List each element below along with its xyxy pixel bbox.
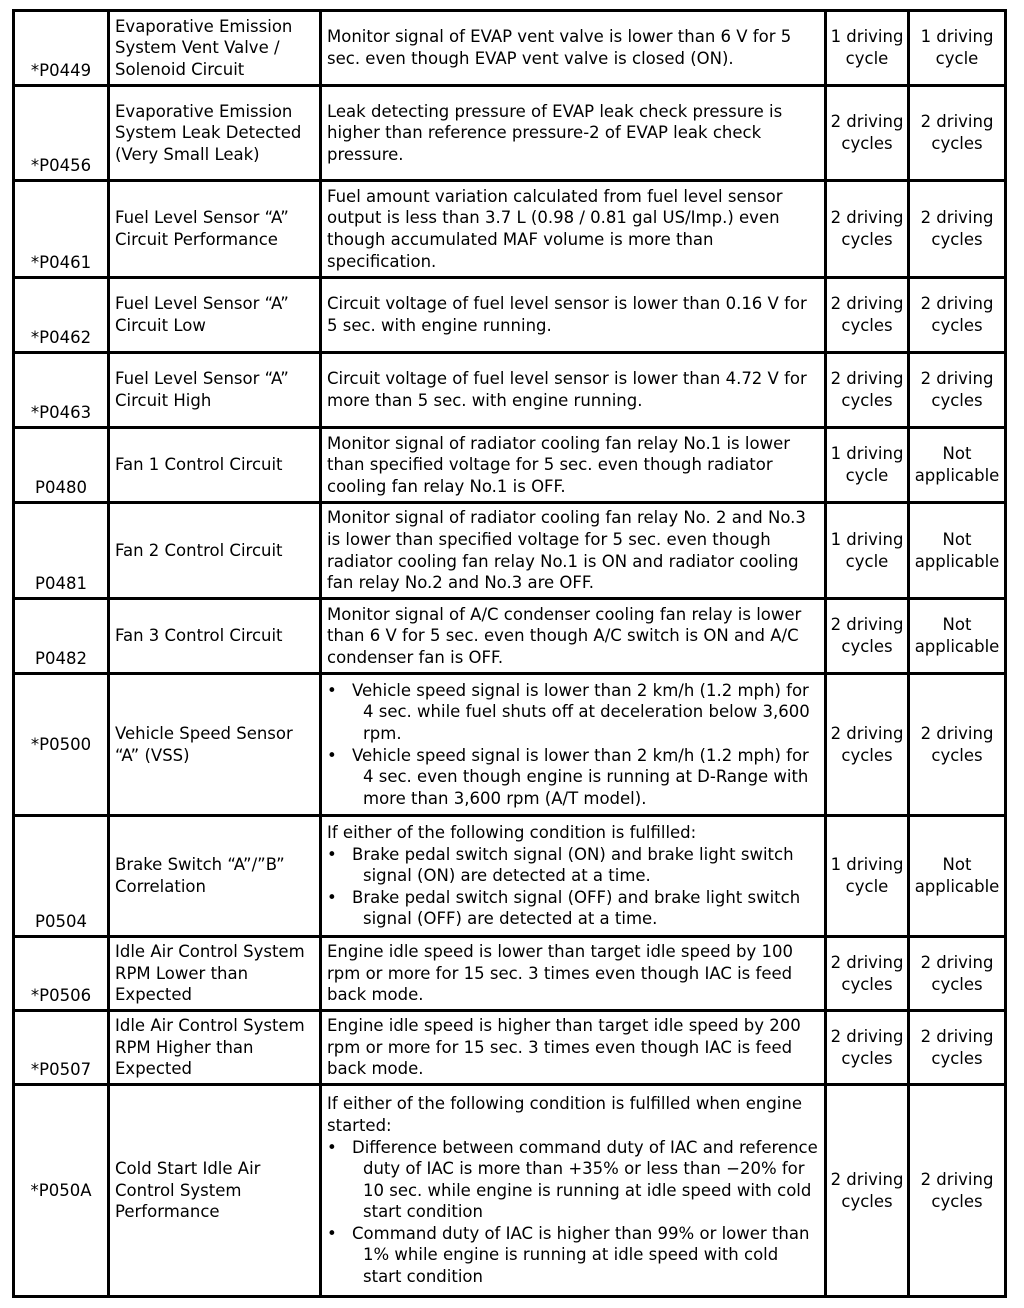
detecting-condition (321, 1085, 826, 1297)
dtc-code: *P050A (14, 1085, 109, 1297)
detecting-condition (321, 1011, 826, 1085)
dtc-table-body (14, 11, 1006, 1297)
mil-driving-cycles: 2 driving cycles (826, 353, 909, 428)
mil-driving-cycles: 1 driving cycle (826, 503, 909, 599)
mil-driving-cycles: 2 driving cycles (826, 181, 909, 278)
condition-list (327, 844, 819, 930)
table-row (14, 816, 1006, 937)
table-row (14, 11, 1006, 86)
dtc-table (12, 9, 1007, 1298)
detecting-condition (321, 816, 826, 937)
table-row (14, 1085, 1006, 1297)
mil-driving-cycles: 2 driving cycles (826, 1011, 909, 1085)
condition-list-item: • Vehicle speed signal is lower than 2 km/h (1.2 mph) for 4 sec. even though engine is running at D-Range with more than 3,600 rpm (A/T model). (327, 745, 819, 810)
detecting-condition (321, 181, 826, 278)
mil-driving-cycles: 2 driving cycles (826, 86, 909, 181)
dtc-description: Fuel Level Sensor “A” Circuit High (109, 353, 321, 428)
dtc-clear-cycles: Not applicable (909, 816, 1006, 937)
dtc-description: Fuel Level Sensor “A” Circuit Performance (109, 181, 321, 278)
dtc-clear-cycles: Not applicable (909, 428, 1006, 503)
detecting-condition (321, 86, 826, 181)
dtc-clear-cycles: 2 driving cycles (909, 353, 1006, 428)
dtc-description: Cold Start Idle Air Control System Performance (109, 1085, 321, 1297)
condition-text: If either of the following condition is fulfilled: (327, 823, 697, 843)
table-row (14, 181, 1006, 278)
detecting-condition (321, 503, 826, 599)
table-row (14, 599, 1006, 674)
detecting-condition (321, 599, 826, 674)
condition-text: Engine idle speed is lower than target idle speed by 100 rpm or more for 15 sec. 3 times even though IAC is feed back mode. (327, 942, 793, 1005)
dtc-clear-cycles: 2 driving cycles (909, 1085, 1006, 1297)
mil-driving-cycles: 1 driving cycle (826, 816, 909, 937)
dtc-clear-cycles: 2 driving cycles (909, 181, 1006, 278)
condition-list-item: • Difference between command duty of IAC and reference duty of IAC is more than +35% or less than −20% for 10 sec. while engine is running at idle speed with cold start condition (327, 1137, 819, 1223)
dtc-code: *P0456 (14, 86, 109, 181)
condition-list (327, 1137, 819, 1288)
table-row (14, 937, 1006, 1011)
dtc-description: Fan 3 Control Circuit (109, 599, 321, 674)
condition-text: Monitor signal of radiator cooling fan relay No. 2 and No.3 is lower than specified voltage for 5 sec. even though radiator cooling fan relay No.1 is ON and radiator cooling fan relay No.2 and No.3 are OFF. (327, 508, 806, 593)
dtc-clear-cycles: 2 driving cycles (909, 937, 1006, 1011)
detecting-condition (321, 278, 826, 353)
dtc-code: *P0506 (14, 937, 109, 1011)
dtc-code: P0480 (14, 428, 109, 503)
condition-text: If either of the following condition is fulfilled when engine started: (327, 1094, 802, 1135)
dtc-clear-cycles: 2 driving cycles (909, 1011, 1006, 1085)
dtc-description: Fan 1 Control Circuit (109, 428, 321, 503)
dtc-description: Evaporative Emission System Leak Detected (Very Small Leak) (109, 86, 321, 181)
condition-list-item: • Vehicle speed signal is lower than 2 km/h (1.2 mph) for 4 sec. while fuel shuts off at deceleration below 3,600 rpm. (327, 680, 819, 745)
detecting-condition (321, 11, 826, 86)
table-row (14, 1011, 1006, 1085)
condition-text: Engine idle speed is higher than target idle speed by 200 rpm or more for 15 sec. 3 times even though IAC is feed back mode. (327, 1016, 801, 1079)
dtc-clear-cycles: 2 driving cycles (909, 278, 1006, 353)
dtc-description: Fan 2 Control Circuit (109, 503, 321, 599)
condition-text: Monitor signal of EVAP vent valve is lower than 6 V for 5 sec. even though EVAP vent valve is closed (ON). (327, 27, 792, 68)
dtc-code: P0481 (14, 503, 109, 599)
mil-driving-cycles: 2 driving cycles (826, 674, 909, 816)
dtc-clear-cycles: 1 driving cycle (909, 11, 1006, 86)
detecting-condition (321, 674, 826, 816)
dtc-code: *P0461 (14, 181, 109, 278)
dtc-code: *P0507 (14, 1011, 109, 1085)
detecting-condition (321, 353, 826, 428)
mil-driving-cycles: 2 driving cycles (826, 937, 909, 1011)
dtc-clear-cycles: 2 driving cycles (909, 86, 1006, 181)
condition-text: Monitor signal of radiator cooling fan relay No.1 is lower than specified voltage for 5 sec. even though radiator cooling fan relay No.1 is OFF. (327, 433, 790, 496)
dtc-description: Idle Air Control System RPM Lower than Expected (109, 937, 321, 1011)
dtc-description: Vehicle Speed Sensor “A” (VSS) (109, 674, 321, 816)
table-row (14, 503, 1006, 599)
dtc-description: Brake Switch “A”/”B” Correlation (109, 816, 321, 937)
dtc-description: Fuel Level Sensor “A” Circuit Low (109, 278, 321, 353)
dtc-clear-cycles: Not applicable (909, 599, 1006, 674)
mil-driving-cycles: 2 driving cycles (826, 1085, 909, 1297)
table-row (14, 353, 1006, 428)
dtc-code: *P0462 (14, 278, 109, 353)
mil-driving-cycles: 2 driving cycles (826, 599, 909, 674)
table-row (14, 674, 1006, 816)
condition-text: Monitor signal of A/C condenser cooling fan relay is lower than 6 V for 5 sec. even though A/C switch is ON and A/C condenser fan is OFF. (327, 604, 802, 667)
condition-text: Leak detecting pressure of EVAP leak check pressure is higher than reference pressure-2 of EVAP leak check pressure. (327, 101, 783, 164)
table-row (14, 428, 1006, 503)
dtc-clear-cycles: Not applicable (909, 503, 1006, 599)
dtc-description: Idle Air Control System RPM Higher than Expected (109, 1011, 321, 1085)
dtc-code: *P0449 (14, 11, 109, 86)
dtc-code: P0504 (14, 816, 109, 937)
mil-driving-cycles: 2 driving cycles (826, 278, 909, 353)
condition-text: Fuel amount variation calculated from fuel level sensor output is less than 3.7 L (0.98 / 0.81 gal US/Imp.) even though accumulated MAF volume is more than specification. (327, 186, 783, 271)
table-row (14, 86, 1006, 181)
mil-driving-cycles: 1 driving cycle (826, 11, 909, 86)
dtc-code: *P0463 (14, 353, 109, 428)
condition-text: Circuit voltage of fuel level sensor is lower than 4.72 V for more than 5 sec. with engine running. (327, 369, 807, 410)
mil-driving-cycles: 1 driving cycle (826, 428, 909, 503)
condition-list-item: • Command duty of IAC is higher than 99% or lower than 1% while engine is running at idle speed with cold start condition (327, 1223, 819, 1288)
table-row (14, 278, 1006, 353)
dtc-code: *P0500 (14, 674, 109, 816)
condition-list (327, 680, 819, 810)
condition-text: Circuit voltage of fuel level sensor is lower than 0.16 V for 5 sec. with engine running. (327, 294, 807, 335)
dtc-description: Evaporative Emission System Vent Valve / Solenoid Circuit (109, 11, 321, 86)
detecting-condition (321, 428, 826, 503)
detecting-condition (321, 937, 826, 1011)
condition-list-item: • Brake pedal switch signal (ON) and brake light switch signal (ON) are detected at a time. (327, 844, 819, 887)
dtc-code: P0482 (14, 599, 109, 674)
condition-list-item: • Brake pedal switch signal (OFF) and brake light switch signal (OFF) are detected at a time. (327, 887, 819, 930)
dtc-clear-cycles: 2 driving cycles (909, 674, 1006, 816)
